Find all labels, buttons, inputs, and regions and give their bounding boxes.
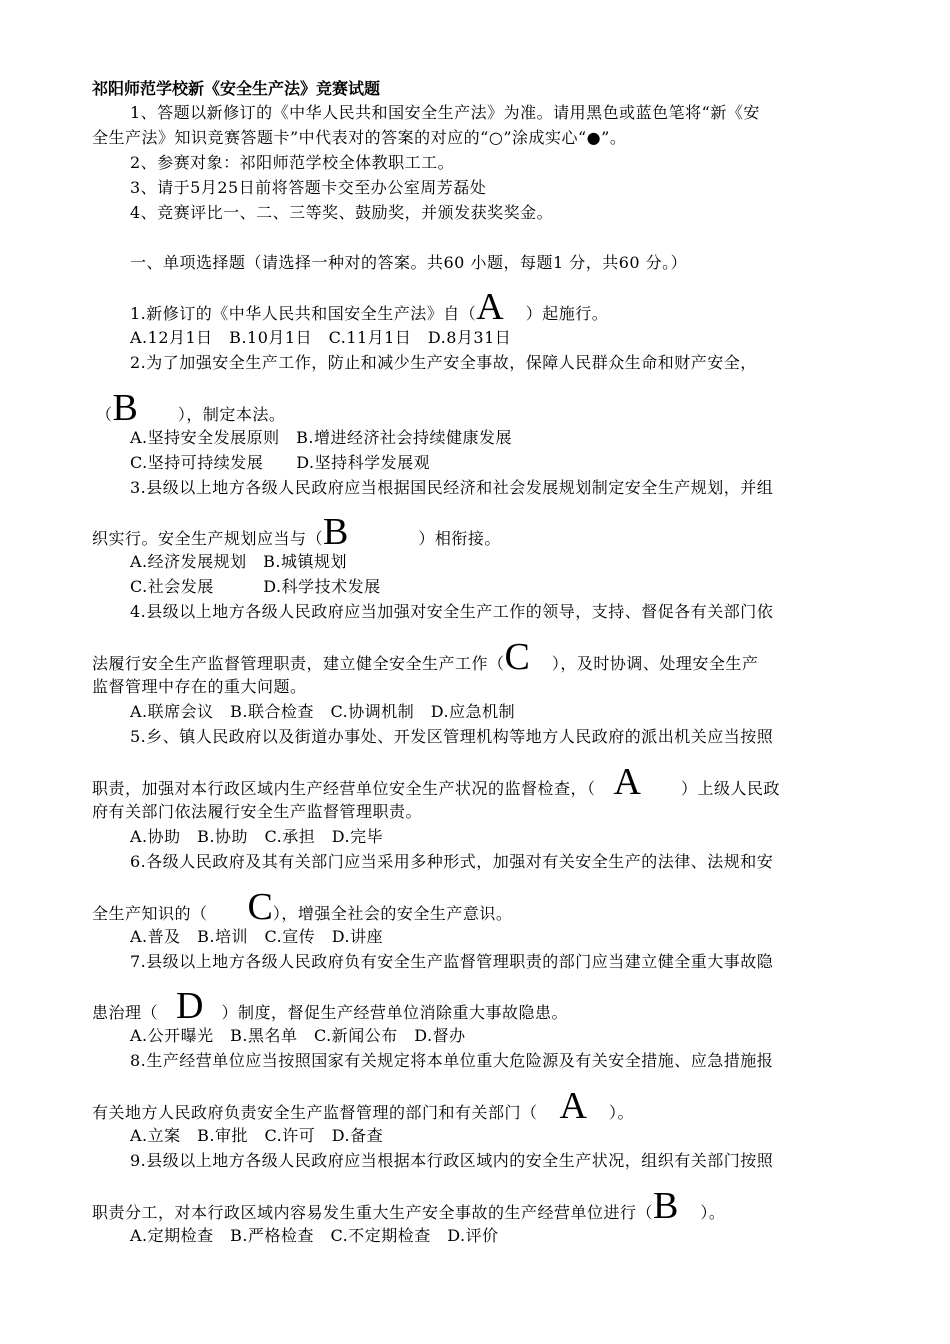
question-3-options-2: C.社会发展 D.科学技术发展: [130, 577, 381, 596]
intro-line-1: 1、答题以新修订的《中华人民共和国安全生产法》为准。请用黑色或蓝色笔将“新《安: [130, 103, 760, 122]
intro-line-4: 3、请于5月25日前将答题卡交至办公室周芳磊处: [130, 178, 487, 197]
question-3-options-1: A.经济发展规划 B.城镇规划: [130, 552, 347, 571]
question-5-text-post: ）上级人民政: [680, 779, 780, 798]
question-5-text-pre: 职责，加强对本行政区域内生产经营单位安全生产状况的监督检查，（: [92, 779, 596, 798]
question-4-line-2: [92, 636, 759, 678]
question-8-text-pre: 有关地方人民政府负责安全生产监督管理的部门和有关部门（: [92, 1103, 538, 1122]
question-6-answer: C: [247, 886, 273, 928]
question-8-text-post: ）。: [608, 1103, 634, 1122]
question-2-options-1: A.坚持安全发展原则 B.增进经济社会持续健康发展: [130, 428, 512, 447]
question-7-text-post: ）制度，督促生产经营单位消除重大事故隐患。: [221, 1003, 568, 1022]
question-3-line-2: [92, 511, 501, 553]
question-3-line-1: 3.县级以上地方各级人民政府应当根据国民经济和社会发展规划制定安全生产规划，并组: [130, 478, 774, 497]
question-8-options: A.立案 B.审批 C.许可 D.备查: [130, 1126, 384, 1145]
question-5-options: A.协助 B.协助 C.承担 D.完毕: [130, 827, 384, 846]
question-7-options: A.公开曝光 B.黑名单 C.新闻公布 D.督办: [130, 1026, 466, 1045]
question-4-text-post: ），及时协调、处理安全生产: [551, 654, 759, 673]
question-5-line-2: [92, 761, 780, 803]
question-2-answer: B: [112, 387, 138, 429]
question-6-text-pre: 全生产知识的（: [92, 904, 208, 923]
question-1: [130, 286, 609, 328]
question-5-line-1: 5.乡、镇人民政府以及街道办事处、开发区管理机构等地方人民政府的派出机关应当按照: [130, 727, 774, 746]
question-4-options: A.联席会议 B.联合检查 C.协调机制 D.应急机制: [130, 702, 516, 721]
question-2-options-2: C.坚持可持续发展 D.坚持科学发展观: [130, 453, 431, 472]
intro-line-2: 全生产法》知识竞赛答题卡”中代表对的答案的对应的“○”涂成实心“●”。: [92, 128, 627, 147]
question-2-text-pre: （: [96, 405, 113, 424]
question-2-line-2: [96, 387, 286, 429]
question-1-answer: A: [476, 286, 504, 328]
question-7-text-pre: 患治理（: [92, 1003, 159, 1022]
question-7-line-1: 7.县级以上地方各级人民政府负有安全生产监督管理职责的部门应当建立健全重大事故隐: [130, 952, 774, 971]
question-1-text-pre: 1.新修订的《中华人民共和国安全生产法》自（: [130, 304, 477, 323]
question-6-options: A.普及 B.培训 C.宣传 D.讲座: [130, 927, 384, 946]
question-4-line-3: 监督管理中存在的重大问题。: [92, 677, 307, 696]
question-5-line-3: 府有关部门依法履行安全生产监督管理职责。: [92, 802, 423, 821]
question-7-line-2: [92, 985, 568, 1027]
question-1-text-post: ）起施行。: [525, 304, 609, 323]
question-9-line-2: [92, 1185, 726, 1227]
question-2-text-post: ），制定本法。: [177, 405, 286, 424]
question-9-line-1: 9.县级以上地方各级人民政府应当根据本行政区域内的安全生产状况，组织有关部门按照: [130, 1151, 774, 1170]
question-3-text-pre: 织实行。安全生产规划应当与（: [92, 529, 324, 548]
question-4-line-1: 4.县级以上地方各级人民政府应当加强对安全生产工作的领导，支持、督促各有关部门依: [130, 602, 774, 621]
question-9-options: A.定期检查 B.严格检查 C.不定期检查 D.评价: [130, 1226, 499, 1245]
question-2-line-1: 2.为了加强安全生产工作，防止和减少生产安全事故，保障人民群众生命和财产安全，: [130, 353, 757, 372]
question-8-line-1: 8.生产经营单位应当按照国家有关规定将本单位重大危险源及有关安全措施、应急措施报: [130, 1051, 774, 1070]
question-4-answer: C: [504, 636, 530, 678]
question-4-text-pre: 法履行安全生产监督管理职责，建立健全安全生产工作（: [92, 654, 505, 673]
intro-line-5: 4、竞赛评比一、二、三等奖、鼓励奖，并颁发获奖奖金。: [130, 203, 554, 222]
document-title: 祁阳师范学校新《安全生产法》竞赛试题: [92, 79, 381, 98]
question-9-text-pre: 职责分工，对本行政区域内容易发生重大生产安全事故的生产经营单位进行（: [92, 1203, 654, 1222]
question-9-answer: B: [653, 1185, 679, 1227]
question-7-answer: D: [176, 985, 204, 1027]
section-heading: 一、单项选择题（请选择一种对的答案。共60 小题，每题1 分，共60 分。）: [130, 253, 688, 272]
question-3-text-post: ）相衔接。: [418, 529, 501, 548]
question-8-answer: A: [559, 1085, 587, 1127]
question-8-line-2: [92, 1085, 634, 1127]
question-5-answer: A: [613, 761, 641, 803]
question-6-line-1: 6.各级人民政府及其有关部门应当采用多种形式，加强对有关安全生产的法律、法规和安: [130, 852, 774, 871]
question-6-line-2: [92, 886, 513, 928]
question-6-text-post: ），增强全社会的安全生产意识。: [272, 904, 513, 923]
question-1-options: A.12月1日 B.10月1日 C.11月1日 D.8月31日: [130, 328, 512, 347]
question-9-text-post: ）。: [700, 1203, 726, 1222]
question-3-answer: B: [323, 511, 349, 553]
intro-line-3: 2、参赛对象：祁阳师范学校全体教职工工。: [130, 153, 455, 172]
